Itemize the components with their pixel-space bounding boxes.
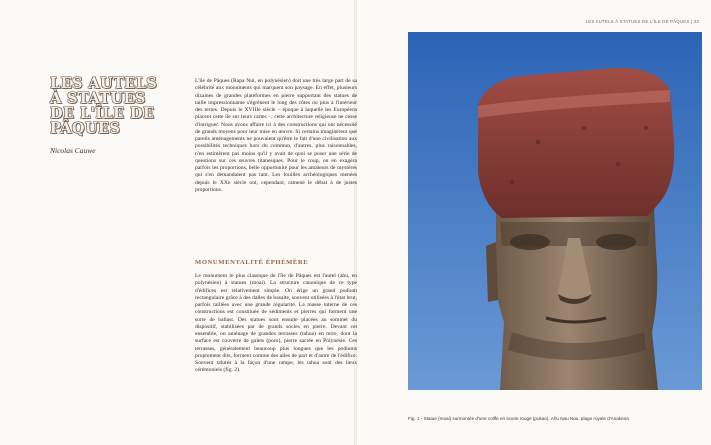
figure-caption: Fig. 1 - Statue (moai) surmontée d'une coiffe en scorie rouge (pukao). Ahu Nau Nau, plage royale d'Anakena [408, 416, 629, 421]
left-page [0, 0, 355, 445]
moai-photo [408, 32, 702, 390]
article-title: LES AUTELS À STATUES DE L'ÎLE DE PÂQUES [50, 75, 158, 137]
intro-column [195, 78, 357, 194]
running-head: LES AUTELS À STATUES DE L'ÎLE DE PÂQUES | 33 [585, 19, 699, 24]
author-name: Nicolas Cauwe [50, 146, 96, 155]
section-subheading: MONUMENTALITÉ ÉPHÉMÈRE [195, 259, 309, 266]
section-paragraph: Le monument le plus classique de l'île de Pâques est l'autel (ahu, en polynésien) à statues (moai). La structure canonique de ce type d'édifices est relativement simple. On érige un grand podium rectangulaire grâce à des dalles de basalte, souvent utilisées à l'état brut, parfois taillées avec une grande régularité. La masse interne de ces constructions est constituée de sédiments et pierres qui forment une sorte de ballast. Des statues sont ensuite placées au sommet du dispositif, stabilisées par de grands socles en pierre. Devant cet ensemble, on aménage de grandes terrasses (tahua) en terre, dont la surface est couverte de galets (poro), pierre sacrée en Polynésie. Ces terrasses, généralement beaucoup plus longues que les podiums proprement dits, forment comme des ailes de part et d'autre de l'édifice. Souvent talutés à la façon d'une rampe, les tahua sont des lieux cérémoniels (fig. 2). [195, 273, 357, 374]
intro-paragraph: L'île de Pâques (Rapa Nui, en polynésien) doit une très large part de sa célébrité aux monuments qui marquent son paysage. En effet, plusieurs dizaines de grandes plateformes en pierre supportant des statues de taille impressionnante s'égrènent le long des côtes ou plus à l'intérieur des terres. Depuis le XVIIIe siècle – époque à laquelle les Européens placent cette île sur leurs cartes –, cette architecture religieuse ne cesse d'intriguer. Nous avons affaire ici à des constructions qui ont nécessité de grands moyens pour leur mise en œuvre. Si certains imaginèrent que pareils aménagements ne pouvaient qu'être le fait d'une civilisation aux possibilités techniques hors du commun, d'autres, plus raisonnables, n'en estimèrent pas moins qu'il y avait de quoi se poser une série de questions sur ces œuvres titanesques. Pour le coup, on en exagéra parfois les proportions, belle opportunité pour les amateurs de mystères qui s'en demandaient pas tant. Les fouilles archéologiques menées depuis le XXe siècle ont, cependant, ramené le débat à de justes proportions. [195, 78, 357, 193]
book-gutter [354, 0, 357, 445]
section-column [195, 273, 357, 375]
pukao [478, 68, 674, 218]
